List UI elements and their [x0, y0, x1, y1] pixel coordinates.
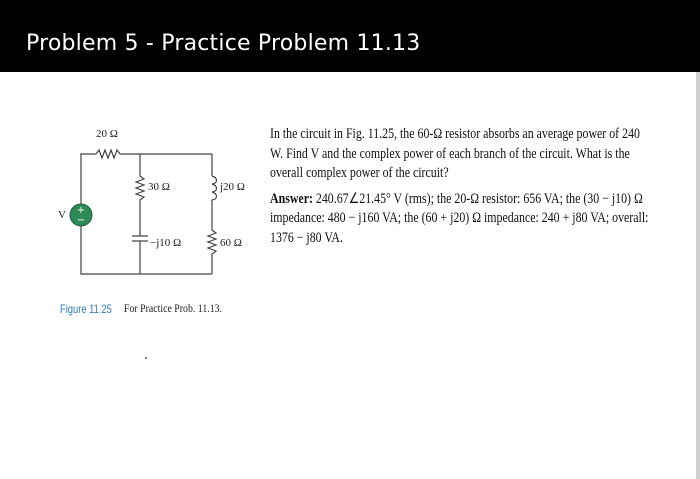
title-bar — [0, 0, 700, 72]
capacitor-plates — [132, 236, 148, 241]
answer-paragraph — [270, 190, 655, 249]
figure-caption-text: For Practice Prob. 11.13. — [124, 301, 223, 315]
capacitor-label: −j10 Ω — [150, 237, 182, 249]
figure-caption — [60, 300, 223, 318]
bottom-wire — [81, 226, 212, 274]
inductor-coil — [212, 176, 217, 204]
problem-statement: In the circuit in Fig. 11.25, the 60-Ω resistor absorbs an average power of 240 W. Find V and the complex power of each branch of the circuit. What is the overall complex power of the circuit? — [270, 126, 640, 181]
figure-label: Figure 11.25 — [60, 302, 112, 316]
r20-label: 20 Ω — [96, 128, 118, 140]
top-wire-r20 — [81, 150, 212, 204]
circuit-diagram — [44, 118, 245, 288]
answer-label: Answer: — [270, 190, 313, 207]
source-label: V — [58, 209, 66, 221]
problem-text-block — [270, 125, 655, 248]
inductor-label: j20 Ω — [220, 181, 245, 193]
r30-label: 30 Ω — [148, 181, 170, 193]
slide-title: Problem 5 - Practice Problem 11.13 — [26, 31, 421, 56]
scroll-edge — [696, 72, 700, 479]
r60-resistor — [208, 230, 216, 274]
r60-label: 60 Ω — [220, 237, 242, 249]
answer-text: 240.67∠21.45° V (rms); the 20-Ω resistor: 656 VA; the (30 − j10) Ω impedance: 480 − j160 VA; the (60 + j20) Ω impedance: 240 + j80 VA; overall: 1376 − j80 VA. — [270, 190, 649, 246]
r30-resistor — [136, 154, 144, 236]
minus-sign: − — [76, 215, 86, 226]
plus-sign: + — [76, 205, 86, 216]
stray-dot — [145, 357, 147, 359]
